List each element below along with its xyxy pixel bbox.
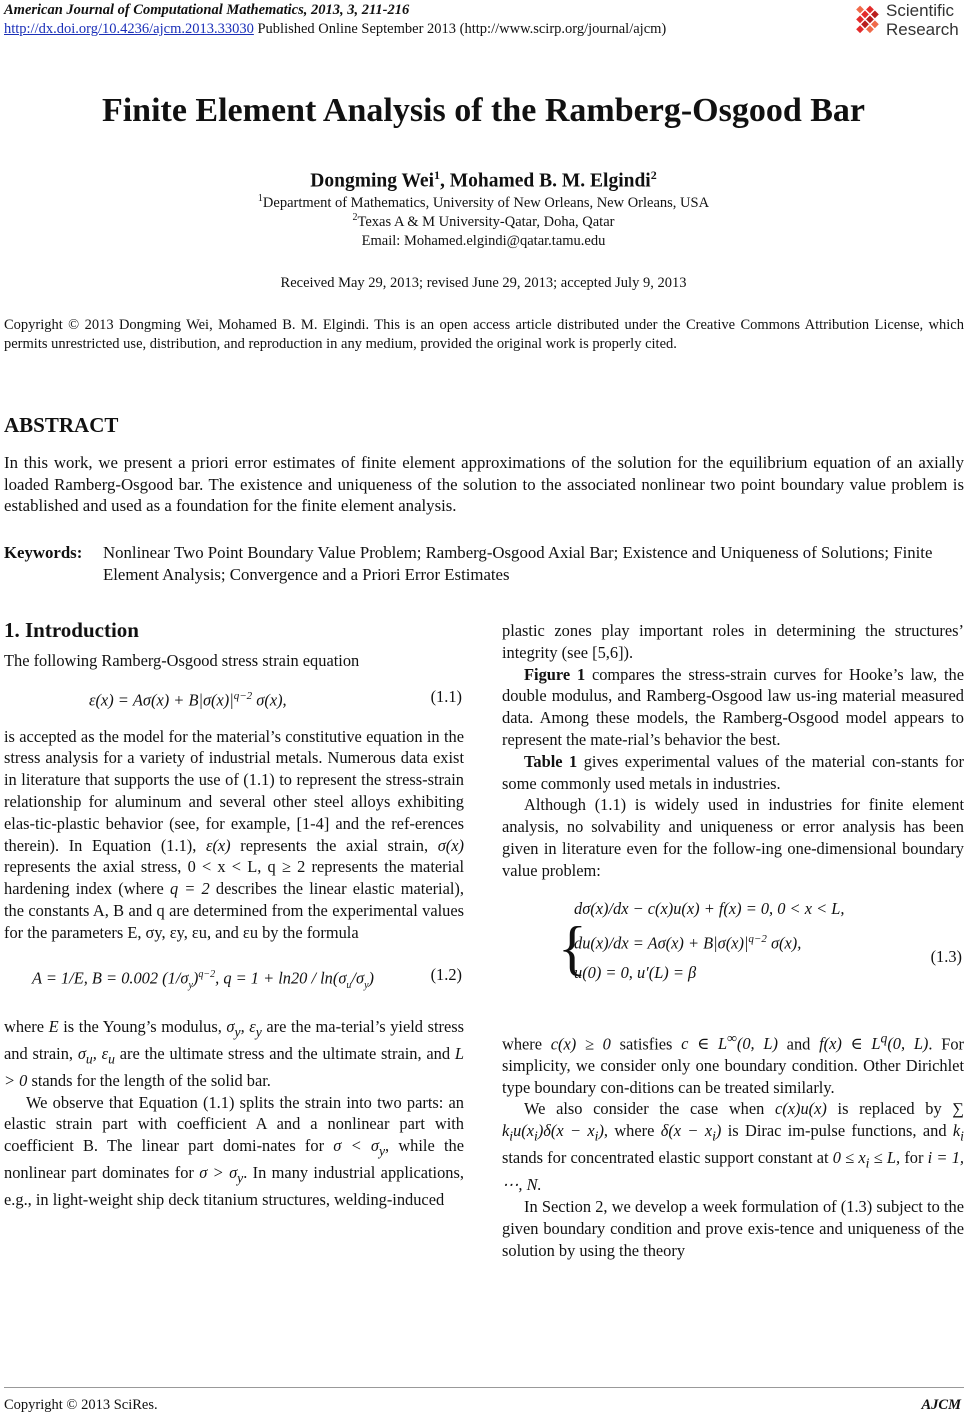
author-list: Dongming Wei$^1$, Mohamed B. M. Elgindi$^2$: [310, 168, 657, 192]
paragraph: is accepted as the model for the material’s constitutive equation in the stress analysis for a variety of industrial metals. Numerous data exist in literature that supports the use of (1.1) to represent the stress-strain relationship for aluminum and several other steel alloys exhibiting elas-tic-plastic behavior (see, for example, [1-4] and the ref-erences therein). In Equation (1.1), ε(x) represents the axial strain, σ(x) represents the axial stress, 0 < x < L, q ≥ 2 represents the material hardening index (where q = 2 describes the linear elastic material), the constants A, B and q are determined from the experimental values for the parameters E, σy, εy, εu, and εu by the formula: [4, 726, 464, 942]
left-column: [4, 620, 464, 1211]
keywords: Keywords: Nonlinear Two Point Boundary Value Problem; Ramberg-Osgood Axial Bar; Existence and Uniqueness of Solutions; Finite Element Analysis; Convergence and a Priori Error Estimates: [4, 543, 933, 584]
paragraph: Although (1.1) is widely used in industries for finite element analysis, no solvability and uniqueness or error analysis has been given in literature even for the follow-ing one-dimensional boundary value problem:: [502, 795, 964, 880]
table-ref[interactable]: Table 1: [524, 751, 578, 771]
dates: Received May 29, 2013; revised June 29, 2013; accepted July 9, 2013: [280, 275, 687, 291]
abstract-heading: ABSTRACT: [4, 413, 119, 437]
equation-1-3: { dσ(x)/dx − c(x)u(x) + f(x) = 0, 0 < x < L, $du(x)/dx = A\sigma(x) + B|\sigma(x)|^{q-2}$ σ(x), u(0) = 0, u′(L) = β (1.3): [558, 898, 962, 983]
paragraph: plastic zones play important roles in determining the structures’ integrity (see [5,6]).: [502, 621, 964, 662]
paragraph: In Section 2, we develop a week formulation of (1.3) subject to the given boundary condition and prove exis-tence and uniqueness of the solution by using the theory: [502, 1197, 964, 1260]
footer-divider: [4, 1387, 964, 1388]
paragraph: The following Ramberg-Osgood stress strain equation: [4, 650, 360, 670]
email: Email: Mohamed.elgindi@qatar.tamu.edu: [361, 233, 606, 249]
logo-mark-icon: [846, 0, 884, 38]
paper-title: Finite Element Analysis of the Ramberg-Osgood Bar: [101, 92, 866, 129]
paragraph: Table 1 gives experimental values of the material con-stants for some commonly used metals in industries.: [502, 751, 964, 793]
affiliation-2: $^2$Texas A & M University-Qatar, Doha, Qatar: [352, 212, 615, 230]
equation-1-2: A = 1/E, B = 0.002 $(1/\sigma_y)^{q-2}$, $q = 1 + \ln 20 / \ln(\sigma_u/\sigma_y)$ (1.2): [32, 964, 462, 991]
paragraph: where c(x) ≥ 0 satisfies c ∈ L∞(0, L) and f(x) ∈ $L^q(0$, L). For simplicity, we consider only one boundary condition. Other Dirichlet type boundary con-ditions can be treated similarly.: [502, 1030, 964, 1097]
abstract-text: In this work, we present a priori error estimates of finite element approximations of the solution for the equilibrium equation of an axially loaded Ramberg-Osgood bar. The existence and uniqueness of the solution to the associated nonlinear two point boundary value problem is established and used as a foundation for the finite element analysis.: [4, 453, 964, 515]
footer-journal-abbrev: AJCM: [921, 1397, 961, 1413]
figure-ref[interactable]: Figure 1: [524, 664, 586, 684]
affiliation-1: $^1$Department of Mathematics, University of New Orleans, New Orleans, USA: [257, 193, 710, 211]
doi-line: http://dx.doi.org/10.4236/ajcm.2013.33030 Published Online September 2013 (http://www.scirp.org/journal/ajcm): [4, 21, 667, 37]
right-column: [502, 620, 964, 1262]
equation-1-1: $\varepsilon(x) = A\sigma(x) + B|\sigma(x)|^{q-2}$ σ(x), (1.1): [89, 686, 462, 710]
paragraph: We observe that Equation (1.1) splits the strain into two parts: an elastic strain part with coefficient A and a nonlinear part with coefficient B. The linear part domi-nates for $\sigma < \sigma_y$, while the nonlinear part dominates for $\sigma > \sigma_y$. In many industrial applications, e.g., in light-weight ship deck titanium structures, welding-induced: [4, 1092, 464, 1210]
journal-title: American Journal of Computational Mathematics, 2013, 3, 211-216: [4, 2, 410, 18]
paragraph: We also consider the case when c(x)u(x) is replaced by ∑ $k_iu(x_i)\delta(x - x_i)$, where $\delta(x - x_i)$ is Dirac im-pulse functions, and $k_i$ stands for concentrated elastic support constant at $0 \le x_i \le L$, for i = 1, ⋯, N.: [502, 1099, 964, 1195]
section-heading: 1. Introduction: [4, 618, 139, 642]
paragraph: Figure 1 compares the stress-strain curves for Hooke’s law, the double modulus, and Ramberg-Osgood law us-ing material measured data. Among these models, the Ramberg-Osgood model appears to represent the mate-rial’s behavior the best.: [502, 664, 964, 749]
copyright-notice: Copyright © 2013 Dongming Wei, Mohamed B. M. Elgindi. This is an open access article distributed under the Creative Commons Attribution License, which permits unrestricted use, distribution, and reproduction in any medium, provided the original work is properly cited.: [4, 317, 964, 352]
publisher-logo: Scientific Research: [846, 0, 966, 44]
footer-copyright: Copyright © 2013 SciRes.: [4, 1397, 158, 1413]
paragraph: where E is the Young’s modulus, $\sigma_y$, $\varepsilon_y$ are the ma-terial’s yield stress and strain, $\sigma_u$, $\varepsilon_u$ are the ultimate stress and the ultimate strain, and L > 0 stands for the length of the solid bar.: [4, 1016, 464, 1090]
doi-link[interactable]: http://dx.doi.org/10.4236/ajcm.2013.33030: [4, 21, 254, 37]
